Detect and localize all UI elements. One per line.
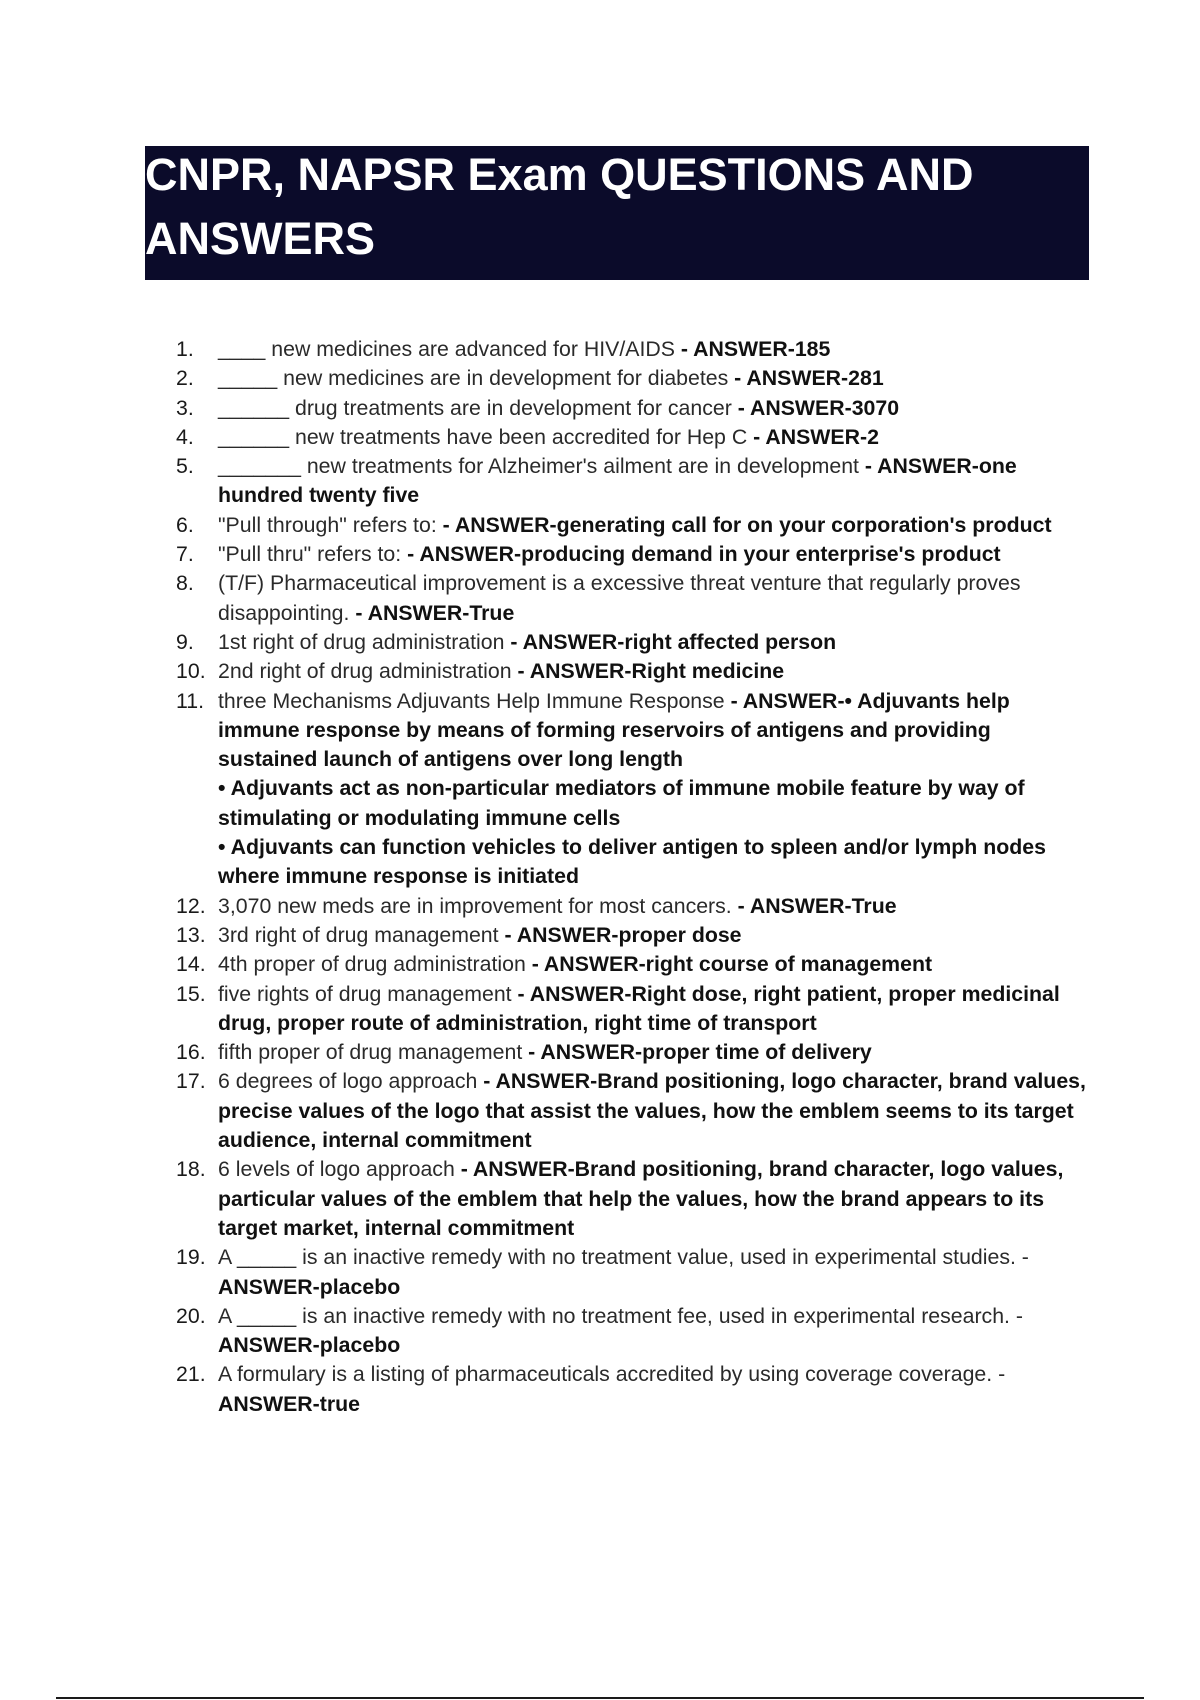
list-item: [176, 1243, 1096, 1302]
question-text: _______ new treatments for Alzheimer's ailment are in development: [218, 454, 859, 479]
item-number: 1.: [176, 337, 194, 361]
item-number: 15.: [176, 981, 206, 1006]
answer-text: - ANSWER-generating call for on your corporation's product: [436, 512, 1052, 537]
question-text: ____ new medicines are advanced for HIV/AIDS: [218, 337, 675, 361]
answer-text: - ANSWER-producing demand in your enterprise's product: [401, 542, 1001, 567]
question-text: fifth proper of drug management: [218, 1040, 523, 1065]
item-number: 4.: [176, 424, 194, 449]
question-text: "Pull thru" refers to:: [218, 542, 402, 567]
answer-text: - ANSWER-Brand positioning, logo character, brand values, precise values of the logo that assist the values, how the emblem seems to its target audience, internal commitment: [218, 1069, 1086, 1153]
answer-text: - ANSWER-right course of management: [525, 952, 933, 977]
question-text: 3,070 new meds are in improvement for most cancers.: [218, 893, 732, 918]
answer-text: - ANSWER-2: [747, 424, 879, 449]
question-text: 1st right of drug administration: [218, 629, 505, 654]
answer-text: - ANSWER-Brand positioning, brand character, logo values, particular values of the emblem that help the values, how the brand appears to its target market, internal commitment: [218, 1157, 1064, 1240]
item-number: 2.: [176, 366, 194, 391]
list-item: [176, 1067, 1096, 1155]
item-number: 13.: [176, 922, 206, 947]
answer-bullet: • Adjuvants can function vehicles to deliver antigen to spleen and/or lymph nodes where immune response is initiated: [218, 835, 1046, 889]
list-item: [176, 423, 1096, 452]
answer-text: - ANSWER-right affected person: [504, 629, 837, 654]
answer-text: - ANSWER-Right dose, right patient, proper medicinal drug, proper route of administration, right time of transport: [218, 981, 1060, 1035]
answer-text: - ANSWER-proper time of delivery: [522, 1040, 872, 1065]
question-text: 6 degrees of logo approach: [218, 1069, 478, 1094]
question-text: ______ new treatments have been accredited for Hep C: [218, 424, 748, 449]
list-item: [176, 452, 1096, 511]
question-text: five rights of drug management: [218, 981, 512, 1006]
question-text: A _____ is an inactive remedy with no treatment fee, used in experimental research. -: [218, 1303, 1023, 1328]
list-item: [176, 892, 1096, 921]
item-number: 17.: [176, 1069, 206, 1094]
question-text: A formulary is a listing of pharmaceuticals accredited by using coverage coverage. -: [218, 1362, 1006, 1387]
item-number: 8.: [176, 571, 194, 596]
item-number: 11.: [176, 688, 205, 713]
list-item: [176, 364, 1096, 393]
question-text: 2nd right of drug administration: [218, 659, 512, 684]
list-item: [176, 335, 1096, 364]
answer-text: - ANSWER-Right medicine: [511, 659, 785, 684]
question-text: (T/F) Pharmaceutical improvement is a excessive threat venture that regularly proves disappointing.: [218, 571, 1021, 625]
question-text: _____ new medicines are in development for diabetes: [218, 366, 729, 391]
list-item: [176, 569, 1096, 628]
question-list: [176, 335, 1096, 1419]
page-title-line-2: ANSWERS: [145, 213, 376, 264]
item-number: 5.: [176, 454, 194, 479]
item-number: 21.: [176, 1362, 206, 1387]
list-item: [176, 1038, 1096, 1067]
answer-text: ANSWER-placebo: [218, 1333, 401, 1358]
question-text: "Pull through" refers to:: [218, 512, 437, 537]
question-text: three Mechanisms Adjuvants Help Immune Response: [218, 688, 725, 713]
item-number: 6.: [176, 512, 194, 537]
list-item: [176, 511, 1096, 540]
answer-text: - ANSWER-proper dose: [498, 922, 742, 947]
item-number: 7.: [176, 542, 194, 567]
list-item: [176, 628, 1096, 657]
answer-text: - ANSWER-True: [349, 600, 515, 625]
answer-text: - ANSWER-one hundred twenty five: [218, 454, 1017, 508]
question-text: 4th proper of drug administration: [218, 952, 526, 977]
answer-text: - ANSWER-185: [674, 337, 831, 361]
bottom-divider: [56, 1697, 1144, 1699]
page-title-line-1: CNPR, NAPSR Exam QUESTIONS AND: [145, 149, 974, 200]
list-item: [176, 1302, 1096, 1361]
item-number: 18.: [176, 1157, 206, 1182]
item-number: 20.: [176, 1303, 206, 1328]
question-text: 6 levels of logo approach: [218, 1157, 455, 1182]
question-text: A _____ is an inactive remedy with no treatment value, used in experimental studies. -: [218, 1245, 1029, 1270]
list-item: [176, 657, 1096, 686]
answer-text: - ANSWER-• Adjuvants help immune response by means of forming reservoirs of antigens and providing sustained launch of antigens over long length: [218, 688, 1010, 772]
answer-bullet: • Adjuvants act as non-particular mediators of immune mobile feature by way of stimulating or modulating immune cells: [218, 776, 1025, 830]
question-text: 3rd right of drug management: [218, 922, 499, 947]
list-item: [176, 1360, 1096, 1419]
question-text: ______ drug treatments are in development for cancer: [218, 395, 732, 420]
list-item: [176, 394, 1096, 423]
list-item: [176, 687, 1096, 892]
item-number: 16.: [176, 1040, 206, 1065]
list-item: [176, 980, 1096, 1039]
list-item: [176, 540, 1096, 569]
item-number: 3.: [176, 395, 194, 420]
item-number: 9.: [176, 629, 194, 654]
list-item: [176, 921, 1096, 950]
answer-text: - ANSWER-281: [728, 366, 884, 391]
item-number: 12.: [176, 893, 206, 918]
item-number: 10.: [176, 659, 206, 684]
answer-text: ANSWER-true: [218, 1391, 360, 1416]
answer-text: ANSWER-placebo: [218, 1274, 401, 1299]
list-item: [176, 1155, 1096, 1243]
answer-text: - ANSWER-3070: [731, 395, 900, 420]
item-number: 14.: [176, 952, 206, 977]
item-number: 19.: [176, 1245, 206, 1270]
list-item: [176, 950, 1096, 979]
title-banner: [145, 146, 1089, 280]
answer-text: - ANSWER-True: [731, 893, 897, 918]
